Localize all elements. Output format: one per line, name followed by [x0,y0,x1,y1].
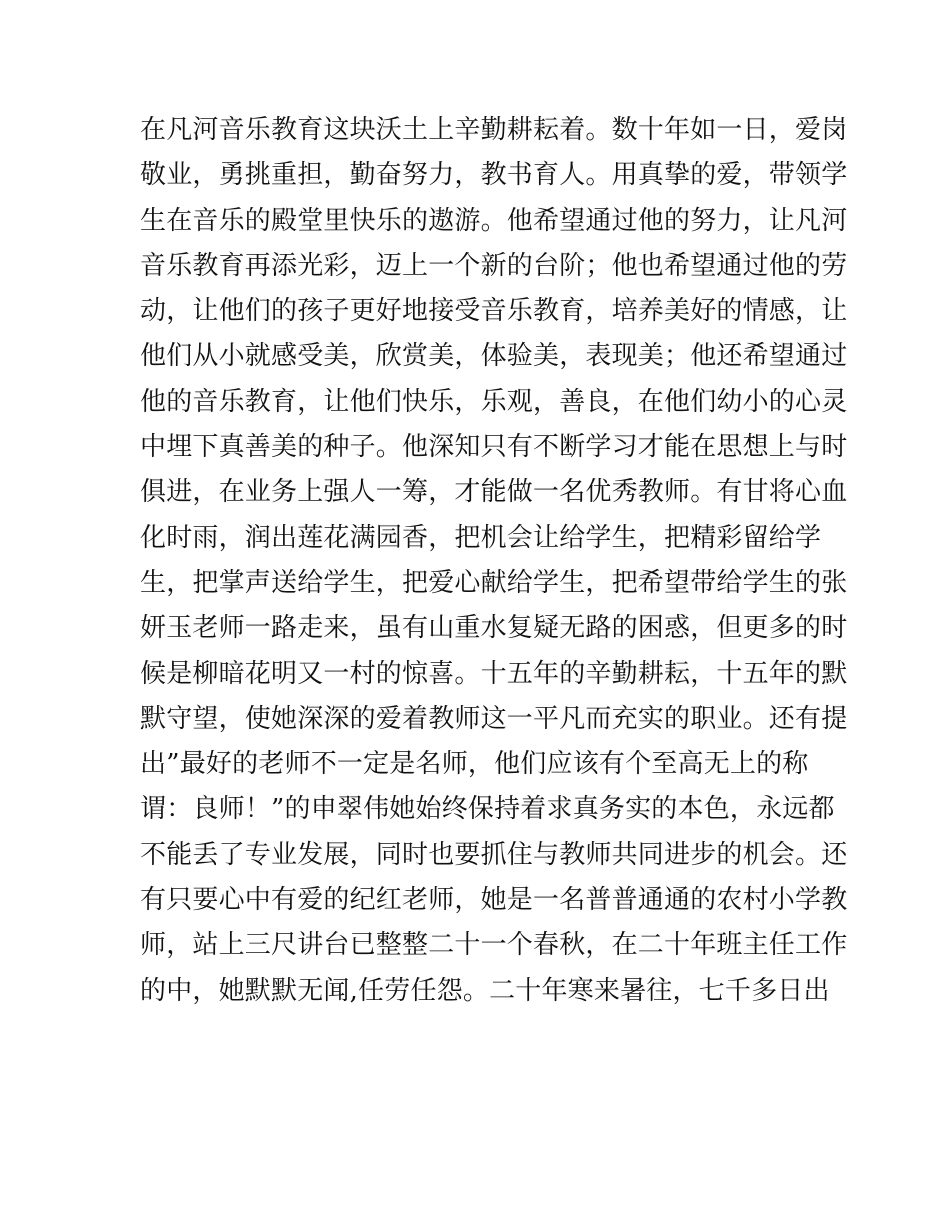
text-line: 不能丢了专业发展，同时也要抓住与教师共同进步的机会。还 [140,839,848,870]
text-line: 他们从小就感受美，欣赏美，体验美，表现美；他还希望通过 [140,341,848,372]
text-line: 中埋下真善美的种子。他深知只有不断学习才能在思想上与时 [140,432,848,463]
text-line: 的中，她默默无闻,任劳任怨。二十年寒来暑往，七千多日出 [140,975,830,1006]
text-line: 出”最好的老师不一定是名师，他们应该有个至高无上的称 [140,749,809,780]
text-line: 俱进，在业务上强人一筹，才能做一名优秀教师。有甘将心血 [140,477,848,508]
text-line: 敬业，勇挑重担，勤奋努力，教书育人。用真挚的爱，带领学 [140,160,848,191]
text-line: 生在音乐的殿堂里快乐的遨游。他希望通过他的努力，让凡河 [140,205,848,236]
text-line: 他的音乐教育，让他们快乐，乐观，善良，在他们幼小的心灵 [140,386,848,417]
text-line: 动，让他们的孩子更好地接受音乐教育，培养美好的情感，让 [140,296,848,327]
text-line: 音乐教育再添光彩，迈上一个新的台阶；他也希望通过他的劳 [140,250,848,281]
text-line: 妍玉老师一路走来，虽有山重水复疑无路的困惑，但更多的时 [140,613,848,644]
text-line: 化时雨，润出莲花满园香，把机会让给学生，把精彩留给学 [140,522,822,553]
text-line: 默守望，使她深深的爱着教师这一平凡而充实的职业。还有提 [140,703,848,734]
text-line: 在凡河音乐教育这块沃土上辛勤耕耘着。数十年如一日，爱岗 [140,115,848,145]
text-line: 有只要心中有爱的纪红老师，她是一名普普通通的农村小学教 [140,885,848,916]
text-line: 生，把掌声送给学生，把爱心献给学生，把希望带给学生的张 [140,567,848,598]
text-line: 候是柳暗花明又一村的惊喜。十五年的辛勤耕耘，十五年的默 [140,658,848,689]
text-line: 师，站上三尺讲台已整整二十一个春秋，在二十年班主任工作 [140,930,848,961]
text-line: 谓：良师！”的申翠伟她始终保持着求真务实的本色，永远都 [140,794,835,825]
body-paragraph [140,108,848,1014]
